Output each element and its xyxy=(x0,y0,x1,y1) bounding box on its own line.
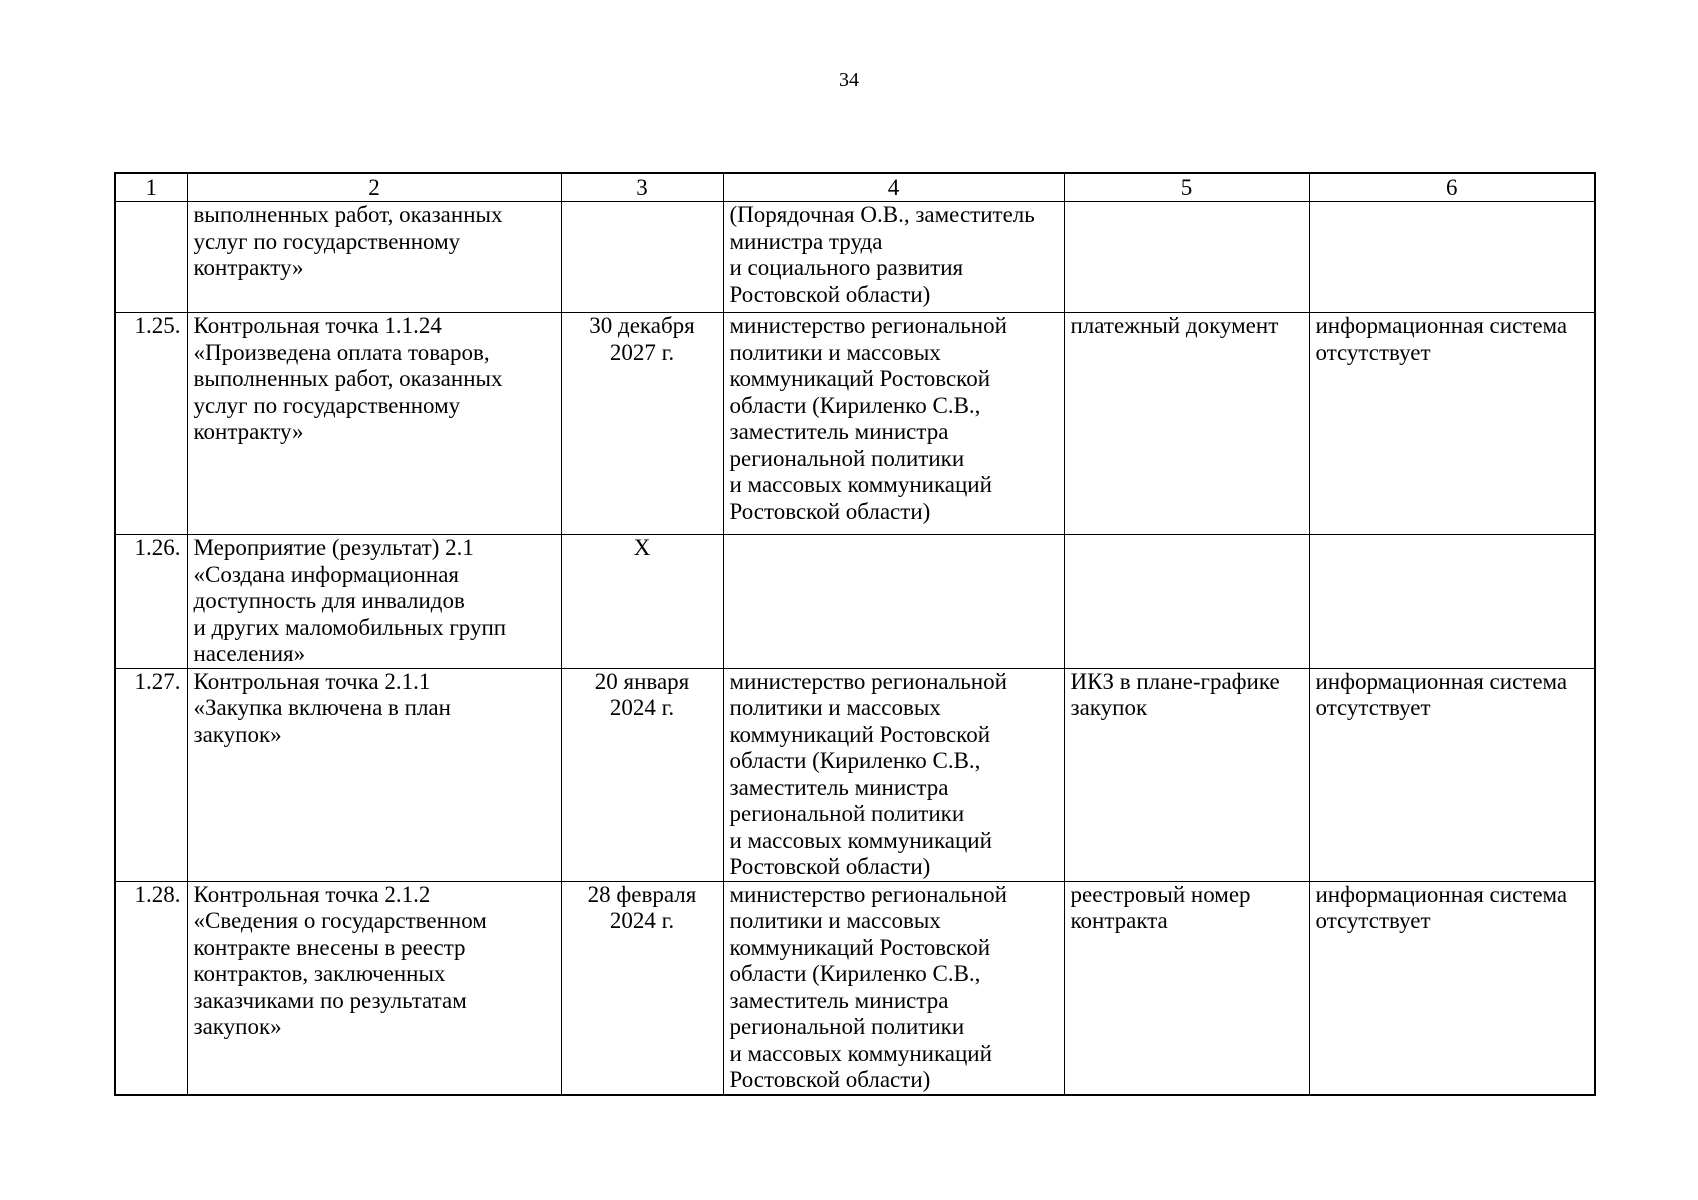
column-header-5: 5 xyxy=(1064,173,1309,202)
column-header-2: 2 xyxy=(187,173,561,202)
document-cell: реестровый номер контракта xyxy=(1064,881,1309,1095)
date-cell: 28 февраля 2024 г. xyxy=(561,881,723,1095)
row-number-cell: 1.28. xyxy=(115,881,187,1095)
document-cell xyxy=(1064,535,1309,669)
table-row xyxy=(115,202,1595,313)
responsible-cell xyxy=(723,535,1064,669)
row-number-cell xyxy=(115,202,187,313)
info-system-cell: информационная система отсутствует xyxy=(1309,668,1595,881)
table-header xyxy=(115,173,1595,202)
date-cell xyxy=(561,202,723,313)
table-row xyxy=(115,668,1595,881)
column-header-6: 6 xyxy=(1309,173,1595,202)
event-name-cell: выполненных работ, оказанных услуг по государственному контракту» xyxy=(187,202,561,313)
responsible-cell: министерство региональной политики и массовых коммуникаций Ростовской области (Кириленко С.В., заместитель министра региональной политики и массовых коммуникаций Ростовской области) xyxy=(723,313,1064,535)
event-name-cell: Контрольная точка 2.1.2 «Сведения о государственном контракте внесены в реестр контрактов, заключенных заказчиками по результатам закупок» xyxy=(187,881,561,1095)
column-header-3: 3 xyxy=(561,173,723,202)
info-system-cell xyxy=(1309,202,1595,313)
row-number-cell: 1.25. xyxy=(115,313,187,535)
table-row xyxy=(115,313,1595,535)
column-header-1: 1 xyxy=(115,173,187,202)
header-row xyxy=(115,173,1595,202)
info-system-cell: информационная система отсутствует xyxy=(1309,313,1595,535)
date-cell: 30 декабря 2027 г. xyxy=(561,313,723,535)
info-system-cell xyxy=(1309,535,1595,669)
event-name-cell: Мероприятие (результат) 2.1 «Создана информационная доступность для инвалидов и других маломобильных групп населения» xyxy=(187,535,561,669)
column-header-4: 4 xyxy=(723,173,1064,202)
responsible-cell: министерство региональной политики и массовых коммуникаций Ростовской области (Кириленко С.В., заместитель министра региональной политики и массовых коммуникаций Ростовской области) xyxy=(723,668,1064,881)
date-cell: X xyxy=(561,535,723,669)
table-body xyxy=(115,202,1595,1095)
row-number-cell: 1.27. xyxy=(115,668,187,881)
table-row xyxy=(115,881,1595,1095)
row-number-cell: 1.26. xyxy=(115,535,187,669)
info-system-cell: информационная система отсутствует xyxy=(1309,881,1595,1095)
event-name-cell: Контрольная точка 1.1.24 «Произведена оплата товаров, выполненных работ, оказанных услуг по государственному контракту» xyxy=(187,313,561,535)
control-points-table xyxy=(114,172,1596,1096)
responsible-cell: (Порядочная О.В., заместитель министра труда и социального развития Ростовской области) xyxy=(723,202,1064,313)
table-row xyxy=(115,535,1595,669)
document-cell: платежный документ xyxy=(1064,313,1309,535)
document-cell xyxy=(1064,202,1309,313)
page-number: 34 xyxy=(839,69,859,91)
document-cell: ИКЗ в плане-графике закупок xyxy=(1064,668,1309,881)
event-name-cell: Контрольная точка 2.1.1 «Закупка включена в план закупок» xyxy=(187,668,561,881)
date-cell: 20 января 2024 г. xyxy=(561,668,723,881)
responsible-cell: министерство региональной политики и массовых коммуникаций Ростовской области (Кириленко С.В., заместитель министра региональной политики и массовых коммуникаций Ростовской области) xyxy=(723,881,1064,1095)
